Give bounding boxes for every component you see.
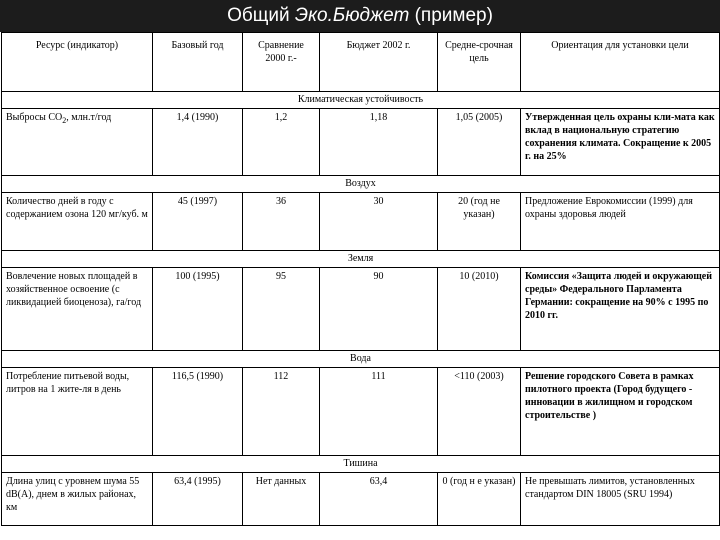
header-row (2, 33, 720, 92)
title-part-1: Общий (227, 5, 295, 26)
table-row (2, 368, 720, 456)
table-row (2, 473, 720, 526)
section-row (2, 92, 720, 109)
cell-comparison: 36 (243, 193, 320, 251)
cell-goal: <110 (2003) (438, 368, 521, 456)
ecobudget-table (1, 32, 720, 526)
cell-goal: 10 (2010) (438, 268, 521, 351)
section-air: Воздух (2, 176, 720, 193)
cell-resource: Выбросы $СО_2$, млн.т/год (2, 109, 153, 176)
header-base-year: Базовый год (153, 33, 243, 92)
header-medium-goal: Средне-срочная цель (438, 33, 521, 92)
cell-comparison: 95 (243, 268, 320, 351)
section-row (2, 456, 720, 473)
cell-resource: Длина улиц с уровнем шума 55 dB(A), днем в жилых районах, км (2, 473, 153, 526)
section-row (2, 251, 720, 268)
section-water: Вода (2, 351, 720, 368)
cell-budget: 63,4 (320, 473, 438, 526)
cell-base: 45 (1997) (153, 193, 243, 251)
cell-orientation: Не превышать лимитов, установленных стандартом DIN 18005 (SRU 1994) (521, 473, 720, 526)
cell-budget: 30 (320, 193, 438, 251)
table-row (2, 268, 720, 351)
cell-comparison: 1,2 (243, 109, 320, 176)
cell-base: 116,5 (1990) (153, 368, 243, 456)
cell-orientation: Решение городского Совета в рамках пилотного проекта (Город будущего - инновации в жилищном и городском строительстве ) (521, 368, 720, 456)
header-resource: Ресурс (индикатор) (2, 33, 153, 92)
section-row (2, 176, 720, 193)
cell-goal: 20 (год не указан) (438, 193, 521, 251)
cell-goal: 0 (год н е указан) (438, 473, 521, 526)
cell-orientation: Комиссия «Защита людей и окружающей среды» Федерального Парламента Германии: сокращение на 90% с 1995 по 2010 гг. (521, 268, 720, 351)
title-italic: Эко.Бюджет (294, 5, 410, 26)
cell-base: 1,4 (1990) (153, 109, 243, 176)
section-silence: Тишина (2, 456, 720, 473)
cell-budget: 1,18 (320, 109, 438, 176)
cell-base: 100 (1995) (153, 268, 243, 351)
table-row (2, 193, 720, 251)
header-orientation: Ориентация для установки цели (521, 33, 720, 92)
cell-goal: 1,05 (2005) (438, 109, 521, 176)
cell-resource: Количество дней в году с содержанием озона 120 мг/куб. м (2, 193, 153, 251)
slide-title (0, 0, 720, 32)
cell-budget: 111 (320, 368, 438, 456)
section-row (2, 351, 720, 368)
cell-resource: Вовлечение новых площадей в хозяйственное освоение (с ликвидацией биоценоза), га/год (2, 268, 153, 351)
table-row (2, 109, 720, 176)
cell-orientation: Утвержденная цель охраны кли-мата как вклад в национальную стратегию сохранения климата. Сокращение к 2005 г. на 25% (521, 109, 720, 176)
title-part-2: (пример) (409, 5, 493, 26)
cell-resource: Потребление питьевой воды, литров на 1 жите-ля в день (2, 368, 153, 456)
cell-orientation: Предложение Еврокомиссии (1999) для охраны здоровья людей (521, 193, 720, 251)
header-comparison: Сравнение 2000 г.- (243, 33, 320, 92)
section-climate: Климатическая устойчивость (2, 92, 720, 109)
cell-comparison: Нет данных (243, 473, 320, 526)
header-budget: Бюджет 2002 г. (320, 33, 438, 92)
cell-base: 63,4 (1995) (153, 473, 243, 526)
cell-budget: 90 (320, 268, 438, 351)
cell-comparison: 112 (243, 368, 320, 456)
section-land: Земля (2, 251, 720, 268)
